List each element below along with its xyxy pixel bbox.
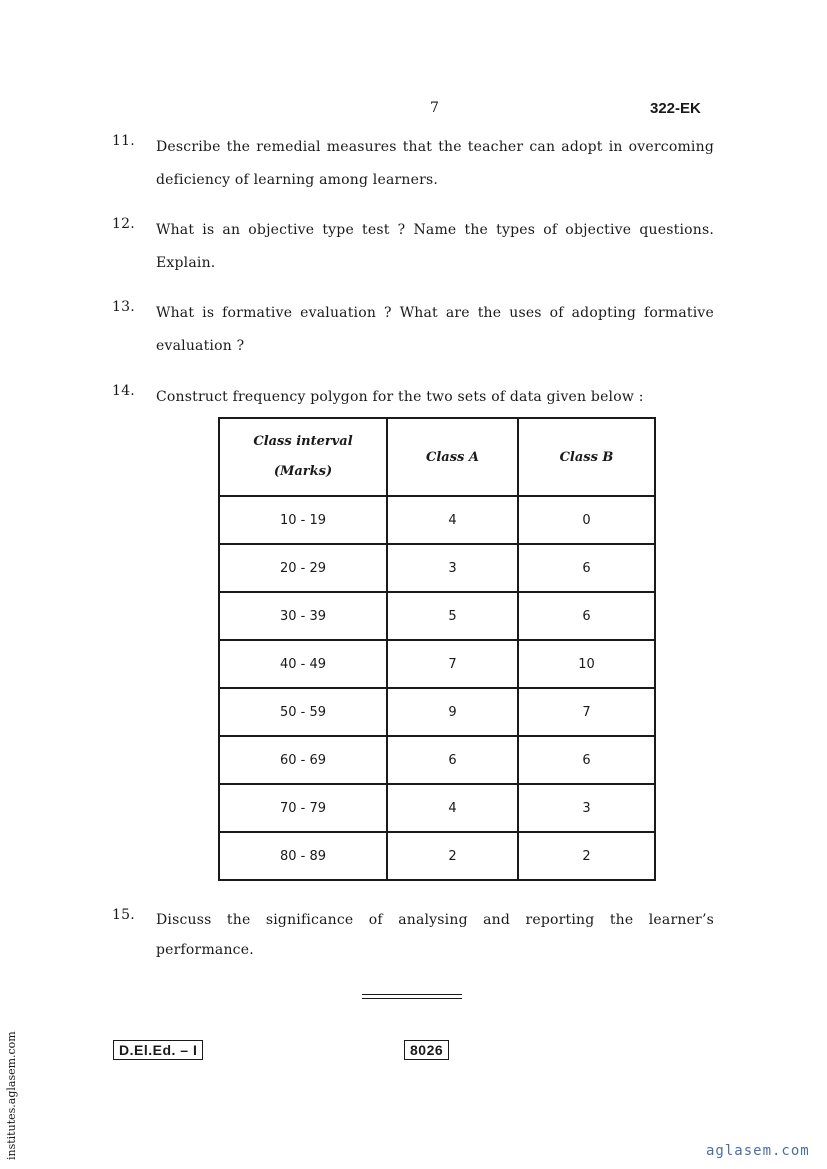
form-code-box: 8026 xyxy=(404,1040,449,1060)
question-14 xyxy=(112,381,714,414)
cell-class-a: 9 xyxy=(387,688,518,736)
question-number: 11. xyxy=(112,133,135,149)
question-15 xyxy=(112,905,714,965)
header-class-interval-label: Class interval xyxy=(253,434,353,449)
cell-class-interval: 60 - 69 xyxy=(219,736,387,784)
cell-class-interval: 10 - 19 xyxy=(219,496,387,544)
cell-class-a: 5 xyxy=(387,592,518,640)
question-13 xyxy=(112,297,714,363)
cell-class-a: 3 xyxy=(387,544,518,592)
table-row xyxy=(219,640,655,688)
question-text: What is an objective type test ? Name the types of objective questions. Explain. xyxy=(156,222,714,271)
cell-class-b: 0 xyxy=(518,496,655,544)
cell-class-b: 6 xyxy=(518,592,655,640)
question-number: 15. xyxy=(112,907,135,923)
cell-class-interval: 40 - 49 xyxy=(219,640,387,688)
end-of-paper-rule xyxy=(362,994,462,999)
table-row xyxy=(219,496,655,544)
side-watermark-url: institutes.aglasem.com xyxy=(5,1031,18,1160)
cell-class-b: 10 xyxy=(518,640,655,688)
question-12 xyxy=(112,214,714,280)
course-code-box: D.El.Ed. – I xyxy=(113,1040,203,1060)
cell-class-interval: 20 - 29 xyxy=(219,544,387,592)
frequency-table xyxy=(218,417,656,881)
table-row xyxy=(219,688,655,736)
header-marks-label: (Marks) xyxy=(273,464,333,479)
cell-class-a: 4 xyxy=(387,784,518,832)
cell-class-b: 3 xyxy=(518,784,655,832)
table-row xyxy=(219,592,655,640)
cell-class-interval: 30 - 39 xyxy=(219,592,387,640)
cell-class-b: 7 xyxy=(518,688,655,736)
cell-class-interval: 50 - 59 xyxy=(219,688,387,736)
question-number: 14. xyxy=(112,383,135,399)
question-text: What is formative evaluation ? What are the uses of adopting formative evaluation ? xyxy=(156,305,714,354)
cell-class-a: 6 xyxy=(387,736,518,784)
site-watermark-url: aglasem.com xyxy=(706,1143,810,1159)
header-class-a: Class A xyxy=(387,418,518,496)
cell-class-interval: 70 - 79 xyxy=(219,784,387,832)
cell-class-a: 2 xyxy=(387,832,518,880)
question-text: Describe the remedial measures that the teacher can adopt in overcoming deficiency of learning among learners. xyxy=(156,139,714,188)
question-number: 12. xyxy=(112,216,135,232)
table-row xyxy=(219,784,655,832)
question-text: Discuss the significance of analysing and reporting the learner’s performance. xyxy=(156,912,714,958)
header-class-interval xyxy=(219,418,387,496)
cell-class-interval: 80 - 89 xyxy=(219,832,387,880)
table-row xyxy=(219,544,655,592)
table-header-row xyxy=(219,418,655,496)
cell-class-b: 6 xyxy=(518,544,655,592)
question-number: 13. xyxy=(112,299,135,315)
paper-code: 322-EK xyxy=(650,100,701,117)
page-number: 7 xyxy=(430,100,439,116)
question-11 xyxy=(112,131,714,197)
cell-class-a: 4 xyxy=(387,496,518,544)
question-text: Construct frequency polygon for the two sets of data given below : xyxy=(156,389,644,405)
cell-class-b: 2 xyxy=(518,832,655,880)
table-row xyxy=(219,832,655,880)
header-class-b: Class B xyxy=(518,418,655,496)
table-row xyxy=(219,736,655,784)
cell-class-a: 7 xyxy=(387,640,518,688)
cell-class-b: 6 xyxy=(518,736,655,784)
